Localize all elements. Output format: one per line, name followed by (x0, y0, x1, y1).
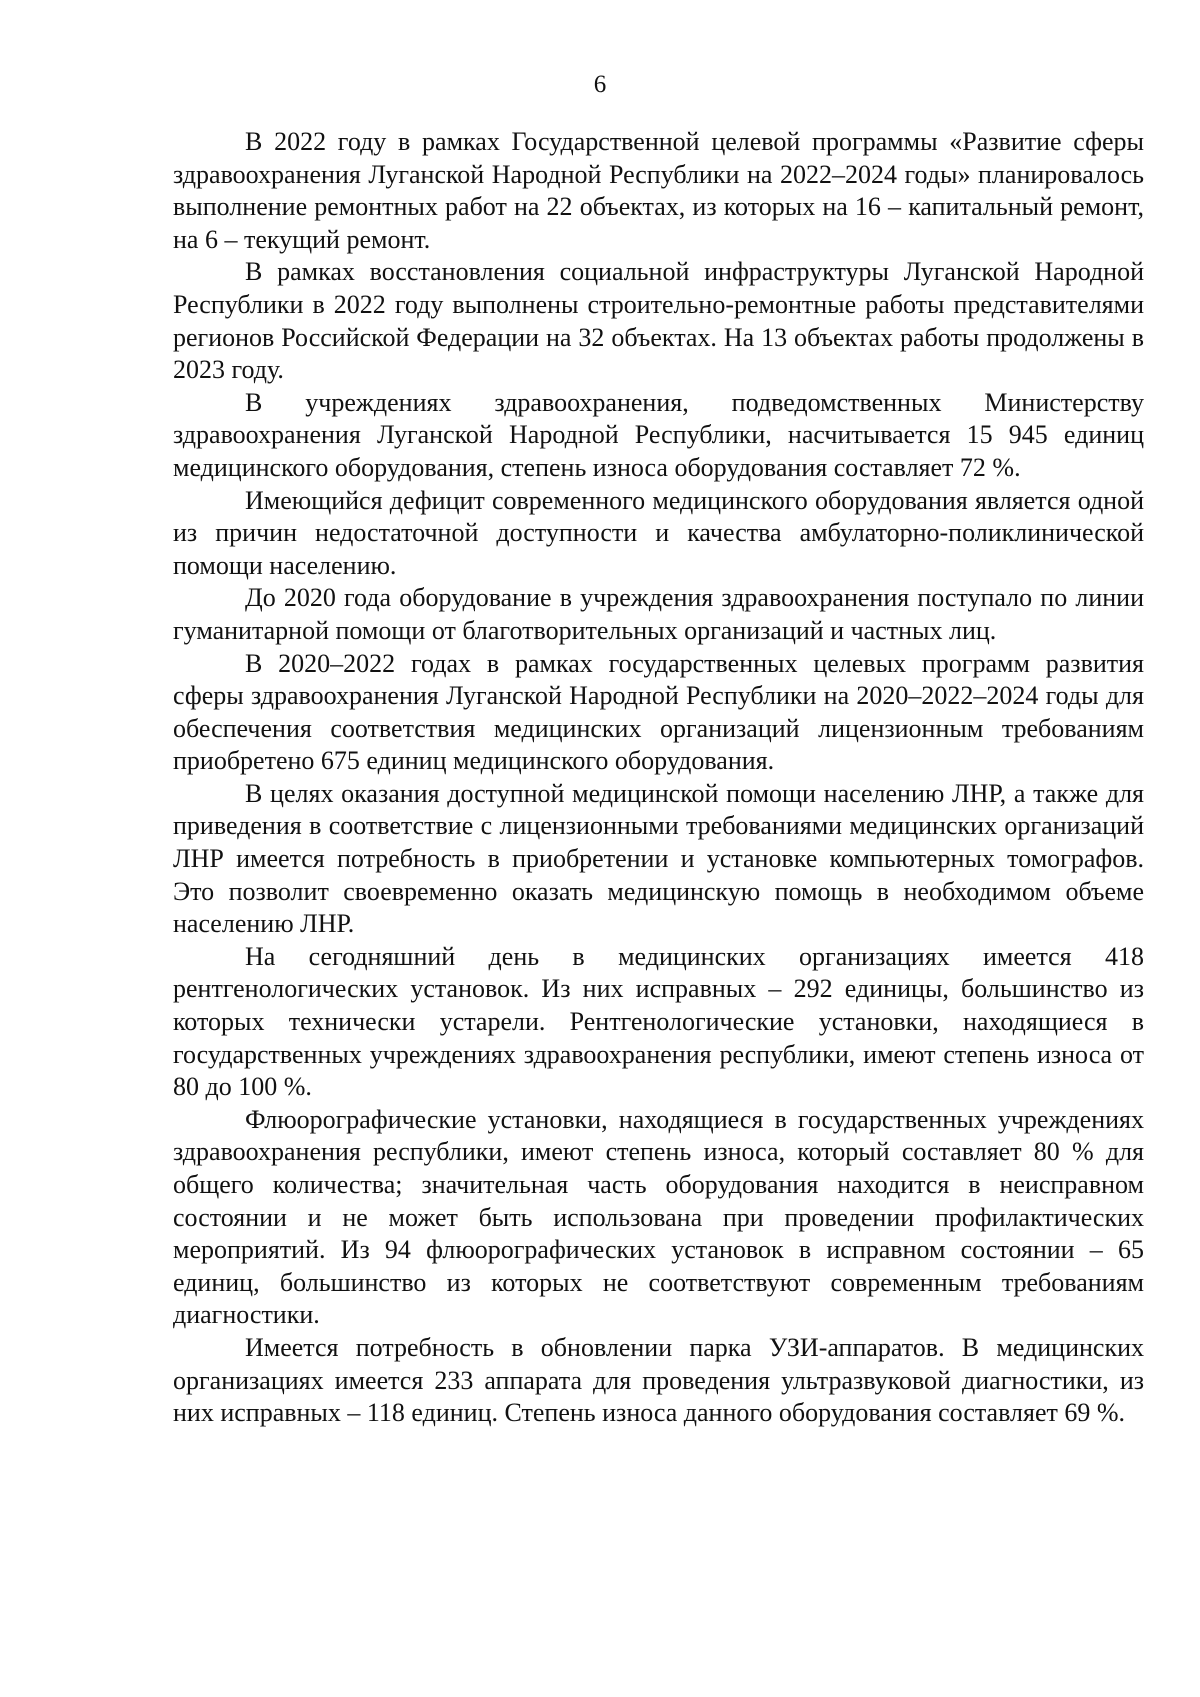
paragraph-humanitarian-aid: До 2020 года оборудование в учреждения здравоохранения поступало по линии гуманитарной помощи от благотворительных организаций и частных лиц. (173, 583, 1144, 645)
paragraph-infrastructure-restoration: В рамках восстановления социальной инфраструктуры Луганской Народной Республики в 2022 году выполнены строительно-ремонтные работы представителями регионов Российской Федерации на 32 объектах. На 13 объектах работы продолжены в 2023 году. (173, 257, 1144, 385)
paragraph-equipment-deficit: Имеющийся дефицит современного медицинского оборудования является одной из причин недостаточной доступности и качества амбулаторно-поликлинической помощи населению. (173, 485, 1144, 580)
paragraph-equipment-count: В учреждениях здравоохранения, подведомственных Министерству здравоохранения Луганской Народной Республики, насчитывается 15 945 единиц медицинского оборудования, степень износа оборудования составляет 72 %. (173, 387, 1144, 482)
paragraph-fluorography-units: Флюорографические установки, находящиеся в государственных учреждениях здравоохранения республики, имеют степень износа, который составляет 80 % для общего количества; значительная часть оборудования находится в неисправном состоянии и не может быть использована при проведении профилактических мероприятий. Из 94 флюорографических установок в исправном состоянии – 65 единиц, большинство из которых не соответствуют современным требованиям диагностики. (173, 1104, 1144, 1330)
paragraph-renovation-program: В 2022 году в рамках Государственной целевой программы «Развитие сферы здравоохранения Луганской Народной Республики на 2022–2024 годы» планировалось выполнение ремонтных работ на 22 объектах, из которых на 16 – капитальный ремонт, на 6 – текущий ремонт. (173, 127, 1144, 254)
page-number: 6 (593, 71, 607, 98)
paragraph-ultrasound-units: Имеется потребность в обновлении парка УЗИ-аппаратов. В медицинских организациях имеется 233 аппарата для проведения ультразвуковой диагностики, из них исправных – 118 единиц. Степень износа данного оборудования составляет 69 %. (173, 1332, 1144, 1428)
paragraph-ct-scanners: В целях оказания доступной медицинской помощи населению ЛНР, а также для приведения в соответствие с лицензионными требованиями медицинских организаций ЛНР имеется потребность в приобретении и установке компьютерных томографов. Это позволит своевременно оказать медицинскую помощь в необходимом объеме населению ЛНР. (173, 778, 1144, 939)
paragraph-xray-units: На сегодняшний день в медицинских организациях имеется 418 рентгенологических установок. Из них исправных – 292 единицы, большинство из которых технически устарели. Рентгенологические установки, находящиеся в государственных учреждениях здравоохранения республики, имеют степень износа от 80 до 100 %. (173, 941, 1144, 1102)
document-body (173, 126, 1144, 1430)
paragraph-target-programs: В 2020–2022 годах в рамках государственных целевых программ развития сферы здравоохранения Луганской Народной Республики на 2020–2022–2024 годы для обеспечения соответствия медицинских организаций лицензионным требованиям приобретено 675 единиц медицинского оборудования. (173, 648, 1144, 776)
